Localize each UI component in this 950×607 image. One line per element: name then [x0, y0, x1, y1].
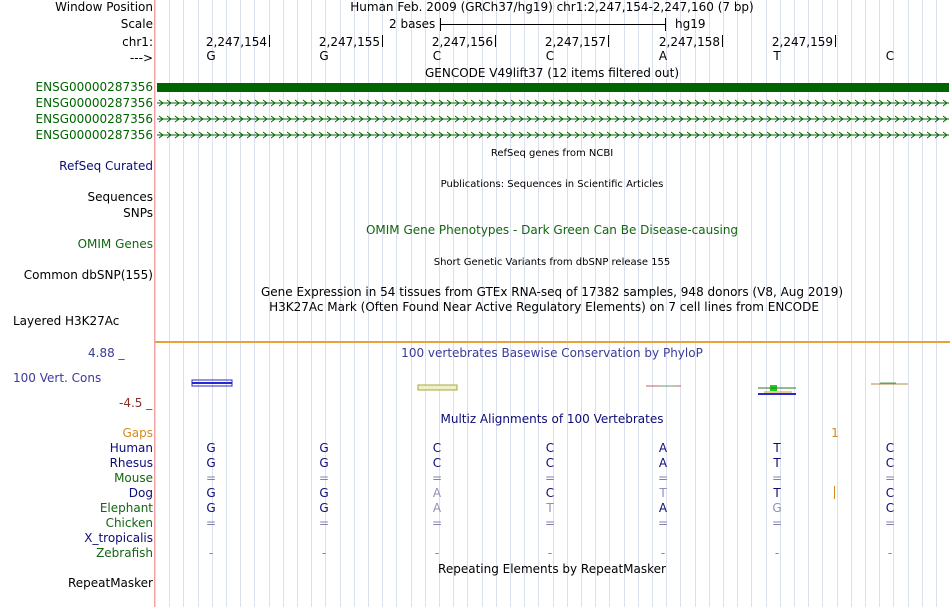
publications-track-title: Publications: Sequences in Scientific Articles [440, 179, 664, 190]
alignment-base: = [771, 516, 783, 530]
chrom-label: chr1: [122, 35, 153, 49]
alignment-base: G [206, 501, 216, 515]
alignment-base: T [546, 501, 554, 515]
conservation-glyph-4 [756, 380, 800, 398]
alignment-base: = [431, 516, 443, 530]
alignment-base: = [318, 471, 330, 485]
alignment-base: C [432, 456, 442, 470]
conservation-glyph-3 [645, 382, 683, 390]
alignment-base: = [318, 516, 330, 530]
dbsnp-track-title: Short Genetic Variants from dbSNP release 155 [433, 257, 671, 268]
conservation-track-label[interactable]: 100 Vert. Cons [13, 371, 102, 385]
reference-base: G [206, 49, 216, 63]
gencode-item-3[interactable]: ENSG00000287356 [35, 112, 153, 126]
alignment-base: A [432, 486, 442, 500]
reference-base: C [432, 49, 442, 63]
h3k27ac-track-label[interactable]: Layered H3K27Ac [13, 314, 120, 328]
alignment-base: C [545, 441, 555, 455]
ruler-position: 2,247,156 [431, 35, 493, 49]
alignment-base: - [887, 546, 893, 560]
ruler-tick [382, 35, 383, 47]
alignment-base: G [319, 501, 329, 515]
alignment-base: T [773, 486, 781, 500]
grid-line [155, 0, 156, 607]
alignment-base: C [885, 456, 895, 470]
alignment-base: C [545, 486, 555, 500]
species-label[interactable]: Rhesus [109, 456, 153, 470]
alignment-base: G [206, 456, 216, 470]
species-label[interactable]: X_tropicalis [84, 531, 153, 545]
gencode-gene-intron-3[interactable] [157, 114, 949, 124]
dog-gap-marker [834, 486, 835, 499]
species-label[interactable]: Mouse [114, 471, 153, 485]
gencode-gene-intron-4[interactable] [157, 130, 949, 140]
gencode-item-2[interactable]: ENSG00000287356 [35, 96, 153, 110]
alignment-base: - [208, 546, 214, 560]
alignment-base: A [658, 441, 668, 455]
scale-db: hg19 [675, 17, 706, 31]
alignment-base: = [884, 516, 896, 530]
alignment-base: C [885, 441, 895, 455]
species-label[interactable]: Chicken [105, 516, 153, 530]
alignment-base: G [772, 501, 782, 515]
alignment-base: T [659, 486, 667, 500]
conservation-track-title: 100 vertebrates Basewise Conservation by PhyloP [401, 346, 703, 360]
track-group-separator [155, 341, 950, 343]
alignment-base: C [545, 456, 555, 470]
alignment-base: A [658, 501, 668, 515]
strand-label: ---> [129, 51, 153, 65]
sequences-track-label[interactable]: Sequences [87, 190, 153, 204]
alignment-base: - [774, 546, 780, 560]
scale-bar-text: 2 bases [389, 17, 436, 31]
gencode-item-4[interactable]: ENSG00000287356 [35, 128, 153, 142]
gtex-track-title: Gene Expression in 54 tissues from GTEx RNA-seq of 17382 samples, 948 donors (V8, Aug 2019) [260, 285, 844, 299]
reference-base: C [885, 49, 895, 63]
conservation-glyph-1 [190, 378, 234, 388]
ruler-position: 2,247,158 [658, 35, 720, 49]
ruler-tick [608, 35, 609, 47]
reference-base: A [658, 49, 668, 63]
alignment-base: C [885, 486, 895, 500]
gencode-gene-thick[interactable] [157, 83, 949, 92]
scale-bar-left-end [440, 18, 441, 31]
alignment-base: = [431, 471, 443, 485]
species-label[interactable]: Zebrafish [96, 546, 153, 560]
alignment-base: G [206, 486, 216, 500]
ruler-position: 2,247,159 [771, 35, 833, 49]
alignment-base: A [432, 501, 442, 515]
alignment-base: = [205, 471, 217, 485]
alignment-base: A [658, 456, 668, 470]
conservation-ymax: 4.88 _ [88, 346, 125, 360]
gaps-value: 1 [831, 426, 839, 440]
omim-track-title: OMIM Gene Phenotypes - Dark Green Can Be Disease-causing [365, 223, 739, 237]
ruler-tick [722, 35, 723, 47]
alignment-base: C [432, 441, 442, 455]
assembly-position-text: Human Feb. 2009 (GRCh37/hg19) chr1:2,247,154-2,247,160 (7 bp) [350, 0, 754, 14]
ruler-tick [269, 35, 270, 47]
dbsnp-track-label[interactable]: Common dbSNP(155) [23, 268, 153, 282]
ruler-position: 2,247,155 [318, 35, 380, 49]
gencode-item-1[interactable]: ENSG00000287356 [35, 80, 153, 94]
conservation-glyph-2 [417, 383, 459, 393]
alignment-base: G [206, 441, 216, 455]
species-label[interactable]: Dog [128, 486, 153, 500]
gencode-track-title: GENCODE V49lift37 (12 items filtered out) [424, 66, 680, 80]
ruler-position: 2,247,157 [544, 35, 606, 49]
repeatmasker-track-title: Repeating Elements by RepeatMasker [438, 562, 666, 576]
conservation-glyph-5 [870, 380, 910, 388]
species-label[interactable]: Elephant [99, 501, 153, 515]
omim-track-label[interactable]: OMIM Genes [77, 237, 153, 251]
reference-base: T [773, 49, 781, 63]
snps-track-label[interactable]: SNPs [123, 206, 153, 220]
alignment-base: = [544, 471, 556, 485]
reference-base: G [319, 49, 329, 63]
window-position-label: Window Position [55, 0, 153, 14]
refseq-track-title: RefSeq genes from NCBI [490, 148, 614, 159]
refseq-track-label[interactable]: RefSeq Curated [59, 159, 153, 173]
alignment-base: G [319, 456, 329, 470]
alignment-base: - [660, 546, 666, 560]
alignment-base: - [321, 546, 327, 560]
scale-label: Scale [120, 17, 153, 31]
alignment-base: T [773, 441, 781, 455]
repeatmasker-track-label[interactable]: RepeatMasker [67, 576, 153, 590]
conservation-ymin: -4.5 _ [119, 396, 153, 410]
label-divider [154, 0, 155, 607]
alignment-base: = [544, 516, 556, 530]
gaps-label: Gaps [122, 426, 153, 440]
alignment-base: = [657, 516, 669, 530]
species-label[interactable]: Human [109, 441, 153, 455]
ruler-tick [835, 35, 836, 47]
alignment-base: G [319, 486, 329, 500]
alignment-base: - [434, 546, 440, 560]
alignment-base: - [547, 546, 553, 560]
alignment-base: = [205, 516, 217, 530]
reference-base: C [545, 49, 555, 63]
scale-bar [440, 24, 666, 25]
ruler-tick [495, 35, 496, 47]
alignment-base: = [657, 471, 669, 485]
alignment-base: G [319, 441, 329, 455]
alignment-base: = [771, 471, 783, 485]
alignment-base: T [773, 456, 781, 470]
h3k27ac-track-title: H3K27Ac Mark (Often Found Near Active Regulatory Elements) on 7 cell lines from ENCODE [269, 300, 819, 314]
ruler-position: 2,247,154 [205, 35, 267, 49]
alignment-base: = [884, 471, 896, 485]
alignment-base: C [885, 501, 895, 515]
multiz-track-title: Multiz Alignments of 100 Vertebrates [440, 412, 664, 426]
gencode-gene-intron-2[interactable] [157, 98, 949, 108]
scale-bar-right-end [665, 18, 666, 31]
